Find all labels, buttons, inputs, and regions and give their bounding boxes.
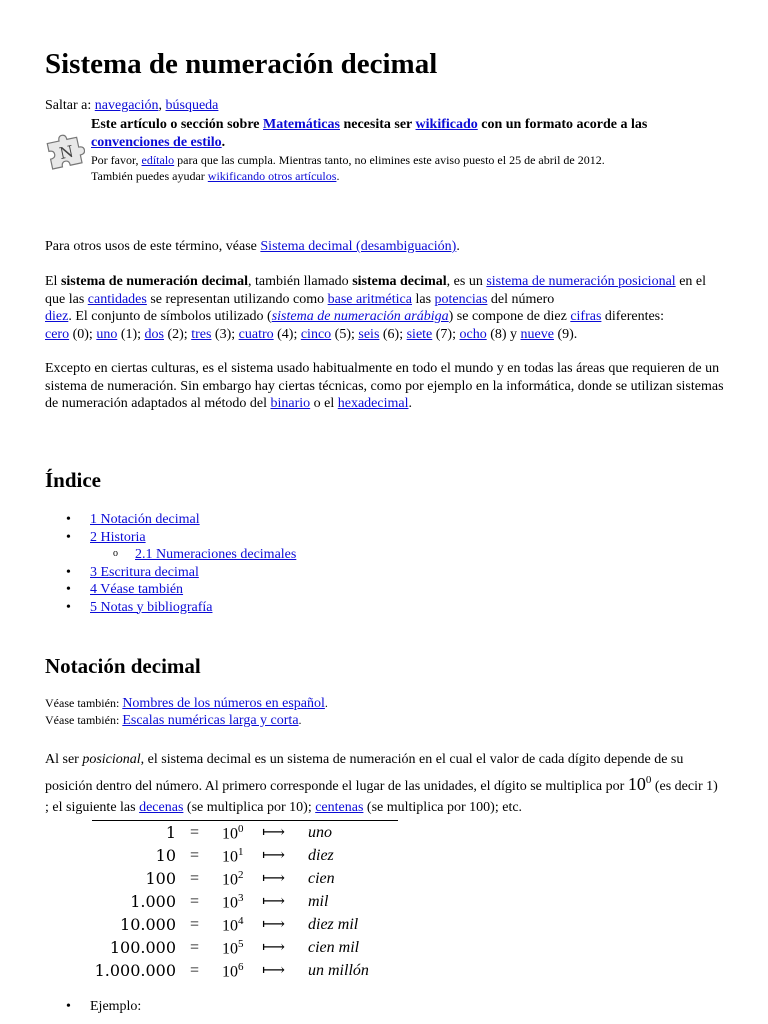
link-digit-1[interactable]: uno	[96, 326, 118, 342]
svg-text:N: N	[57, 141, 76, 163]
table-equals: =	[190, 962, 200, 979]
link-digit-8[interactable]: ocho	[459, 326, 487, 342]
link-decenas[interactable]: decenas	[139, 800, 184, 815]
math-exponent: 0	[645, 774, 652, 786]
puzzle-piece-icon	[45, 130, 85, 170]
table-word: uno	[308, 824, 332, 841]
power-exponent: 4	[238, 915, 244, 927]
notice-link-convenciones[interactable]: convenciones de estilo	[91, 135, 222, 150]
jump-links	[45, 97, 218, 115]
table-power	[222, 892, 244, 913]
page-title: Sistema de numeración decimal	[45, 48, 438, 80]
notice-link-wikificando[interactable]: wikificando otros artículos	[207, 169, 337, 183]
table-number: 100.000	[109, 938, 176, 957]
table-row	[92, 890, 398, 913]
link-digit-7[interactable]: siete	[406, 326, 433, 342]
table-power	[222, 823, 244, 844]
bullet: •	[66, 564, 71, 580]
table-equals: =	[190, 893, 200, 910]
disambig-link[interactable]: Sistema decimal (desambiguación)	[260, 239, 457, 254]
table-power	[222, 961, 244, 982]
digit-list	[45, 327, 577, 342]
toc-link[interactable]: 3 Escritura decimal	[90, 564, 199, 580]
text: ) se compone de diez	[448, 309, 571, 324]
powers-of-ten-table	[92, 820, 398, 982]
power-exponent: 5	[238, 938, 244, 950]
text: (es decir 1) ; el siguiente las	[45, 779, 718, 815]
text: , también llamado	[247, 274, 353, 289]
digit-value: (0);	[69, 326, 97, 342]
see-also-1	[45, 695, 328, 713]
table-number: 1	[165, 823, 176, 842]
disambiguation-note	[45, 238, 725, 256]
table-row	[92, 959, 398, 982]
power-base: 10	[222, 940, 238, 958]
text: El	[45, 274, 61, 289]
notice-line-3	[91, 152, 731, 168]
link-digit-3[interactable]: tres	[191, 326, 212, 342]
toc-item	[45, 529, 296, 547]
link-base-aritmetica[interactable]: base aritmética	[327, 291, 412, 307]
power-base: 10	[222, 917, 238, 935]
table-power	[222, 869, 244, 890]
notice-line-1	[91, 116, 731, 134]
italic-term: posicional	[82, 752, 141, 767]
toc-item	[45, 511, 296, 529]
math-power	[628, 774, 652, 794]
toc-item	[45, 581, 296, 599]
bullet: •	[66, 599, 71, 615]
notice-text: para que las cumpla. Mientras tanto, no elimines este aviso puesto el 25 de abril de 2012.	[174, 153, 605, 167]
power-exponent: 6	[238, 961, 244, 973]
see-also-end: .	[324, 696, 328, 710]
text: Excepto en ciertas culturas, es el sistema usado habitualmente en todo el mundo y en todas las áreas que requieren de un sistema de numeración. Sin embargo hay ciertas técnicas, como por ejemplo en la informática, donde se utilizan sistemas de numeración adaptados al método del	[45, 361, 724, 411]
notice-text: .	[221, 135, 226, 150]
link-digit-6[interactable]: seis	[358, 326, 380, 342]
text: diferentes:	[601, 309, 665, 324]
link-cantidades[interactable]: cantidades	[87, 291, 147, 307]
table-equals: =	[190, 916, 200, 933]
table-word: diez mil	[308, 916, 359, 933]
text: .	[408, 396, 412, 411]
table-row	[92, 936, 398, 959]
usage-paragraph	[45, 360, 725, 413]
link-digit-9[interactable]: nueve	[520, 326, 554, 342]
table-equals: =	[190, 939, 200, 956]
maps-to-arrow-icon: ⟼	[262, 939, 285, 956]
table-number: 10.000	[120, 915, 176, 934]
bullet: •	[66, 529, 71, 545]
table-word: cien	[308, 870, 335, 887]
table-row	[92, 844, 398, 867]
notice-text: .	[336, 169, 340, 183]
notice-text: con un formato acorde a las	[477, 117, 648, 132]
toc-link[interactable]: 4 Véase también	[90, 582, 184, 597]
notice-line-4	[91, 168, 731, 184]
text: se representan utilizando como	[146, 291, 328, 307]
link-numeracion-arabiga[interactable]: sistema de numeración arábiga	[271, 309, 449, 324]
table-number: 100	[145, 869, 176, 888]
table-row	[92, 867, 398, 890]
table-equals: =	[190, 824, 200, 841]
link-centenas[interactable]: centenas	[315, 800, 364, 815]
see-also-prefix: Véase también:	[45, 713, 123, 727]
text: (se multiplica por 100); etc.	[363, 800, 523, 815]
table-number: 1.000	[130, 892, 176, 911]
text: las	[411, 291, 435, 307]
text: Al ser	[45, 752, 83, 767]
example-label: Ejemplo:	[90, 999, 142, 1014]
link-digit-5[interactable]: cinco	[300, 326, 332, 342]
notice-text: Por favor,	[91, 153, 142, 167]
digit-value: (7);	[432, 326, 460, 342]
bullet: o	[113, 548, 118, 559]
digit-value: (2);	[163, 326, 192, 342]
power-exponent: 3	[238, 892, 244, 904]
see-also-link[interactable]: Escalas numéricas larga y corta	[122, 713, 299, 728]
notice-link-matematicas[interactable]: Matemáticas	[263, 117, 340, 132]
link-digit-2[interactable]: dos	[144, 326, 164, 342]
toc-link[interactable]: 1 Notación decimal	[90, 512, 200, 527]
power-exponent: 0	[238, 823, 244, 835]
power-base: 10	[222, 871, 238, 889]
maps-to-arrow-icon: ⟼	[262, 870, 285, 887]
section-heading-notacion: Notación decimal	[45, 654, 201, 678]
bold-term: sistema decimal	[352, 274, 447, 289]
toc-link[interactable]: 5 Notas y bibliografía	[90, 599, 213, 615]
table-power	[222, 938, 244, 959]
notice-link-wikificado[interactable]: wikificado	[415, 117, 478, 132]
link-digit-4[interactable]: cuatro	[238, 326, 274, 342]
power-exponent: 1	[238, 846, 244, 858]
power-base: 10	[222, 825, 238, 843]
text: del número	[487, 291, 555, 307]
link-digit-0[interactable]: cero	[45, 326, 70, 342]
bullet: •	[66, 999, 71, 1014]
maps-to-arrow-icon: ⟼	[262, 962, 285, 979]
bold-term: sistema de numeración decimal	[60, 274, 248, 289]
digit-value: (9).	[553, 326, 578, 342]
jump-prefix: Saltar a:	[45, 98, 95, 113]
positional-paragraph	[45, 749, 725, 818]
toc-item	[45, 546, 296, 564]
math-base: 10	[627, 774, 646, 794]
text: . El conjunto de símbolos utilizado (	[68, 309, 272, 324]
see-also-prefix: Véase también:	[45, 696, 123, 710]
jump-search-link[interactable]: búsqueda	[165, 98, 219, 113]
link-sistema-posicional[interactable]: sistema de numeración posicional	[486, 274, 676, 289]
text: , el sistema decimal es un sistema de numeración en el cual el valor de cada dígito depende de su posición dentro del número. Al primero corresponde el lugar de las unidades, el dígito se multiplica por	[45, 752, 684, 794]
text: (se multiplica por 10);	[183, 800, 316, 815]
table-row	[92, 821, 398, 844]
table-word: un millón	[308, 962, 369, 979]
table-word: mil	[308, 893, 329, 910]
link-hexadecimal[interactable]: hexadecimal	[337, 396, 409, 411]
maps-to-arrow-icon: ⟼	[262, 847, 285, 864]
table-word: diez	[308, 847, 334, 864]
notice-text: Este artículo o sección sobre	[91, 117, 263, 132]
link-cifras[interactable]: cifras	[570, 309, 602, 324]
notice-text: También puedes ayudar	[91, 169, 208, 183]
digit-value: (4);	[273, 326, 301, 342]
table-number: 1.000.000	[94, 961, 176, 980]
text: , es un	[446, 274, 487, 289]
text: en el que las	[45, 274, 707, 307]
toc-link[interactable]: 2.1 Numeraciones decimales	[135, 547, 297, 562]
bullet: •	[66, 512, 71, 527]
maps-to-arrow-icon: ⟼	[262, 916, 285, 933]
jump-separator: ,	[158, 98, 166, 113]
table-number: 10	[155, 846, 176, 865]
toc-item	[45, 564, 296, 582]
link-diez[interactable]: diez	[45, 309, 69, 324]
see-also-2	[45, 712, 302, 730]
link-potencias[interactable]: potencias	[434, 291, 488, 307]
maps-to-arrow-icon: ⟼	[262, 893, 285, 910]
table-equals: =	[190, 847, 200, 864]
see-also-link[interactable]: Nombres de los números en español	[122, 696, 325, 711]
power-base: 10	[222, 894, 238, 912]
power-exponent: 2	[238, 869, 244, 881]
digit-value: (5);	[331, 326, 359, 342]
digit-value: (3);	[211, 326, 239, 342]
table-of-contents	[45, 511, 296, 616]
notice-text: necesita ser	[339, 117, 416, 132]
toc-item	[45, 599, 296, 617]
table-power	[222, 915, 244, 936]
table-row	[92, 913, 398, 936]
index-heading: Índice	[45, 468, 102, 492]
text: o el	[310, 396, 338, 411]
see-also-end: .	[298, 713, 302, 727]
jump-navigation-link[interactable]: navegación	[94, 98, 159, 113]
digit-value: (8) y	[486, 326, 521, 342]
digit-value: (1);	[117, 326, 145, 342]
link-binario[interactable]: binario	[270, 396, 311, 411]
table-power	[222, 846, 244, 867]
bullet: •	[66, 582, 71, 597]
notice-line-2	[91, 134, 731, 152]
toc-link[interactable]: 2 Historia	[90, 529, 146, 545]
power-base: 10	[222, 963, 238, 981]
disambig-text: .	[456, 239, 460, 254]
notice-link-editalo[interactable]: edítalo	[141, 153, 175, 167]
power-base: 10	[222, 848, 238, 866]
table-word: cien mil	[308, 939, 360, 956]
digit-value: (6);	[379, 326, 407, 342]
intro-paragraph	[45, 273, 725, 343]
table-equals: =	[190, 870, 200, 887]
disambig-text: Para otros usos de este término, véase	[45, 239, 261, 254]
maps-to-arrow-icon: ⟼	[262, 824, 285, 841]
